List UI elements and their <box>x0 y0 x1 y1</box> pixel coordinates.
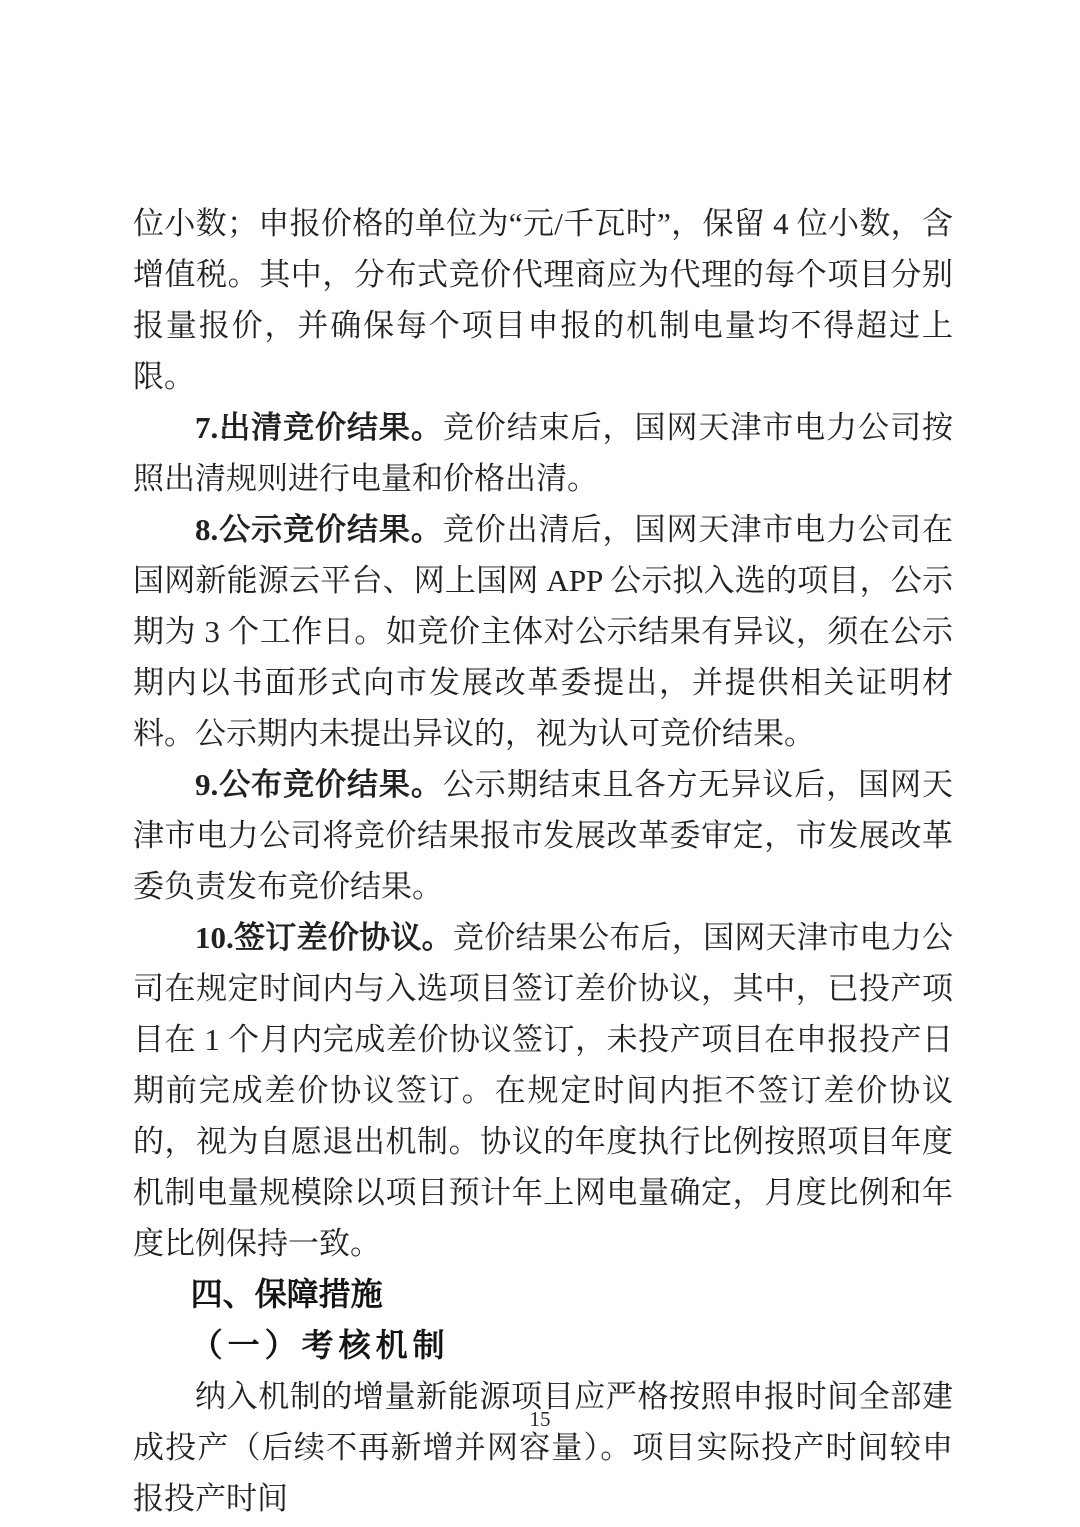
clause-9-lead: 9.公布竞价结果。 <box>195 767 443 802</box>
clause-10-lead: 10.签订差价协议。 <box>195 920 453 955</box>
clause-8-text: 竞价出清后，国网天津市电力公司在国网新能源云平台、网上国网 APP 公示拟入选的项目，公示期为 3 个工作日。如竞价主体对公示结果有异议，须在公示期内以书面形式向市发展改革委提出，并提供相关证明材料。公示期内未提出异议的，视为认可竞价结果。 <box>133 512 954 751</box>
clause-8-lead: 8.公示竞价结果。 <box>195 512 443 547</box>
paragraph-assessment-mechanism: 纳入机制的增量新能源项目应严格按照申报时间全部建成投产（后续不再新增并网容量）。项目实际投产时间较申报投产时间 <box>133 1379 953 1516</box>
page-number: 15 <box>529 1407 551 1431</box>
subsection-heading: （一）考核机制 <box>190 1327 450 1363</box>
section-heading: 四、保障措施 <box>190 1276 383 1312</box>
paragraph-clause-9 <box>133 759 953 912</box>
document-content <box>133 198 953 1524</box>
paragraph-clause-8 <box>133 504 953 759</box>
clause-10-text: 竞价结果公布后，国网天津市电力公司在规定时间内与入选项目签订差价协议，其中，已投产项目在 1 个月内完成差价协议签订，未投产项目在申报投产日期前完成差价协议签订。在规定时间内拒不签订差价协议的，视为自愿退出机制。协议的年度执行比例按照项目年度机制电量规模除以项目预计年上网电量确定，月度比例和年度比例保持一致。 <box>133 920 954 1261</box>
paragraph-clause-7 <box>133 402 953 504</box>
clause-7-lead: 7.出清竞价结果。 <box>195 410 443 445</box>
clause-7-text: 竞价结束后，国网天津市电力公司按照出清规则进行电量和价格出清。 <box>133 410 954 496</box>
paragraph-continuation: 位小数；申报价格的单位为“元/千瓦时”，保留 4 位小数，含增值税。其中，分布式竞价代理商应为代理的每个项目分别报量报价，并确保每个项目申报的机制电量均不得超过上限。 <box>133 206 953 394</box>
clause-9-text: 公示期结束且各方无异议后，国网天津市电力公司将竞价结果报市发展改革委审定，市发展改革委负责发布竞价结果。 <box>133 767 954 904</box>
paragraph-clause-10 <box>133 912 953 1269</box>
